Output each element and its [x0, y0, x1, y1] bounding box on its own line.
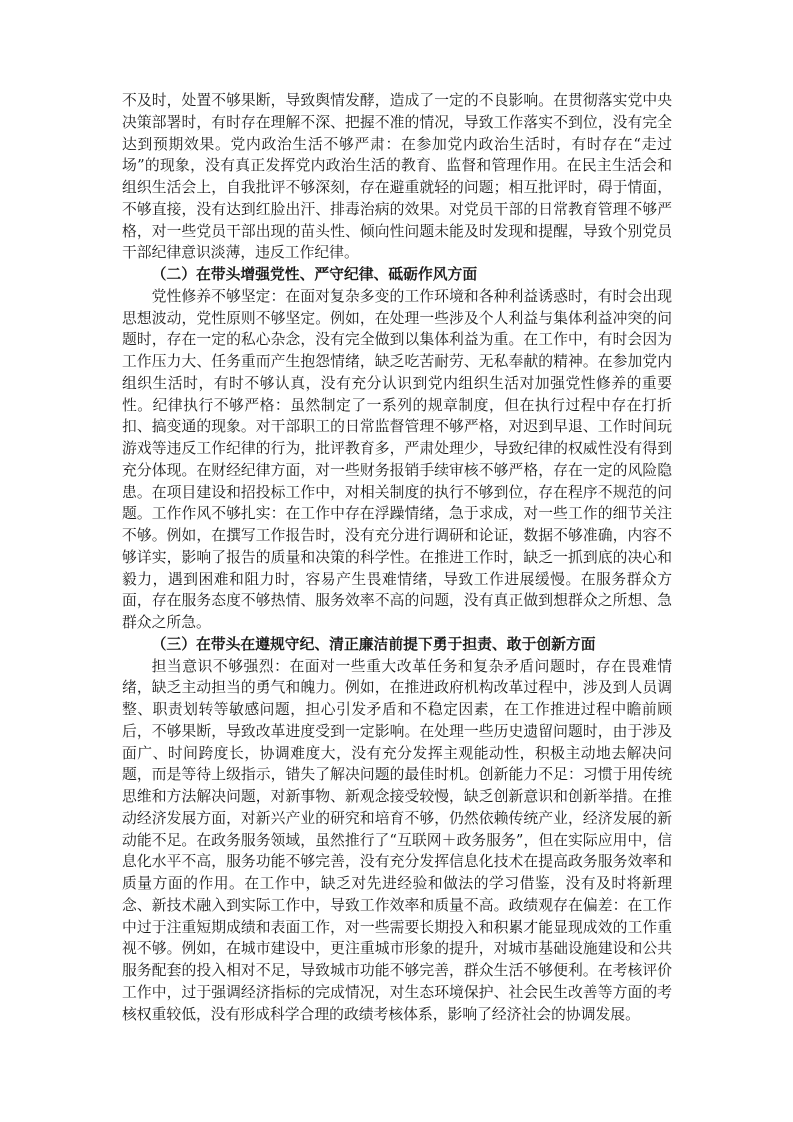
document-page: [122, 90, 672, 1025]
section-heading-3: （三）在带头在遵规守纪、清正廉洁前提下勇于担责、敢于创新方面: [151, 635, 596, 653]
section-heading-2: （二）在带头增强党性、严守纪律、砥砺作风方面: [151, 266, 478, 283]
body-paragraph-3: 担当意识不够强烈：在面对一些重大改革任务和复杂矛盾问题时，存在畏难情绪，缺乏主动担当的勇气和魄力。例如，在推进政府机构改革过程中，涉及到人员调整、职责划转等敏感问题，担心引发矛盾和不稳定因素，在工作推进过程中瞻前顾后，不够果断，导致改革进度受到一定影响。在处理一些历史遗留问题时，由于涉及面广、时间跨度长，协调难度大，没有充分发挥主观能动性，积极主动地去解决问题，而是等待上级指示，错失了解决问题的最佳时机。创新能力不足：习惯于用传统思维和方法解决问题，对新事物、新观念接受较慢，缺乏创新意识和创新举措。在推动经济发展方面，对新兴产业的研究和培育不够，仍然依赖传统产业，经济发展的新动能不足。在政务服务领域，虽然推行了“互联网＋政务服务”，但在实际应用中，信息化水平不高，服务功能不够完善，没有充分发挥信息化技术在提高政务服务效率和质量方面的作用。在工作中，缺乏对先进经验和做法的学习借鉴，没有及时将新理念、新技术融入到实际工作中，导致工作效率和质量不高。政绩观存在偏差：在工作中过于注重短期成绩和表面工作，对一些需要长期投入和积累才能显现成效的工作重视不够。例如，在城市建设中，更注重城市形象的提升，对城市基础设施建设和公共服务配套的投入相对不足，导致城市功能不够完善，群众生活不够便利。在考核评价工作中，过于强调经济指标的完成情况，对生态环境保护、社会民生改善等方面的考核权重较低，没有形成科学合理的政绩考核体系，影响了经济社会的协调发展。: [122, 657, 672, 1023]
body-paragraph-1: 不及时，处置不够果断，导致舆情发酵，造成了一定的不良影响。在贯彻落实党中央决策部署时，有时存在理解不深、把握不准的情况，导致工作落实不到位，没有完全达到预期效果。党内政治生活不够严肃：在参加党内政治生活时，有时存在“走过场”的现象，没有真正发挥党内政治生活的教育、监督和管理作用。在民主生活会和组织生活会上，自我批评不够深刻，存在避重就轻的问题；相互批评时，碍于情面，不够直接，没有达到红脸出汗、排毒治病的效果。对党员干部的日常教育管理不够严格，对一些党员干部出现的苗头性、倾向性问题未能及时发现和提醒，导致个别党员干部纪律意识淡薄，违反工作纪律。: [122, 92, 672, 262]
body-paragraph-2: 党性修养不够坚定：在面对复杂多变的工作环境和各种利益诱惑时，有时会出现思想波动，党性原则不够坚定。例如，在处理一些涉及个人利益与集体利益冲突的问题时，存在一定的私心杂念，没有完全做到以集体利益为重。在工作中，有时会因为工作压力大、任务重而产生抱怨情绪，缺乏吃苦耐劳、无私奉献的精神。在参加党内组织生活时，有时不够认真，没有充分认识到党内组织生活对加强党性修养的重要性。纪律执行不够严格：虽然制定了一系列的规章制度，但在执行过程中存在打折扣、搞变通的现象。对干部职工的日常监督管理不够严格，对迟到早退、工作时间玩游戏等违反工作纪律的行为，批评教育多，严肃处理少，导致纪律的权威性没有得到充分体现。在财经纪律方面，对一些财务报销手续审核不够严格，存在一定的风险隐患。在项目建设和招投标工作中，对相关制度的执行不够到位，存在程序不规范的问题。工作作风不够扎实：在工作中存在浮躁情绪，急于求成，对一些工作的细节关注不够。例如，在撰写工作报告时，没有充分进行调研和论证，数据不够准确，内容不够详实，影响了报告的质量和决策的科学性。在推进工作时，缺乏一抓到底的决心和毅力，遇到困难和阻力时，容易产生畏难情绪，导致工作进展缓慢。在服务群众方面，存在服务态度不够热情、服务效率不高的问题，没有真正做到想群众之所想、急群众之所急。: [122, 287, 672, 631]
